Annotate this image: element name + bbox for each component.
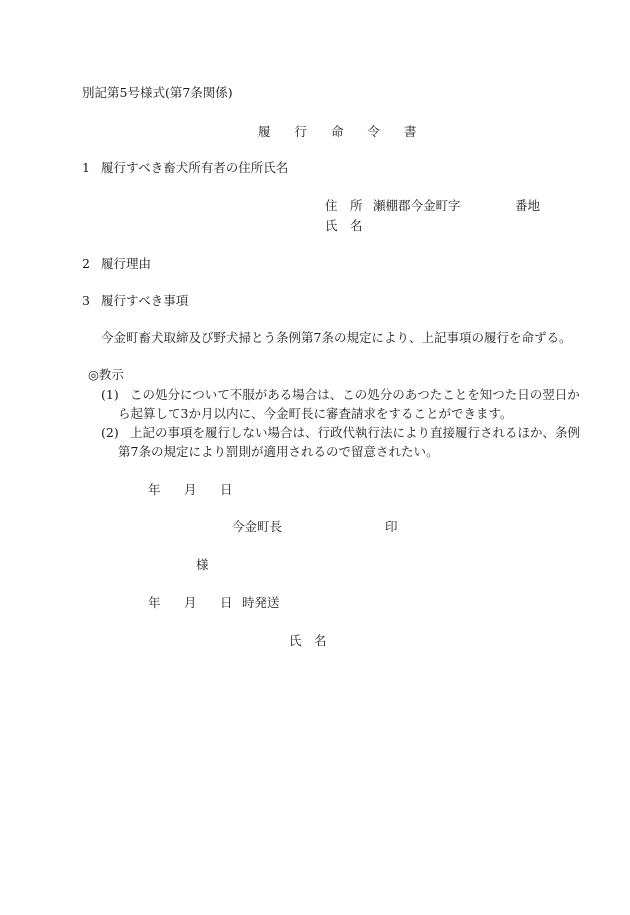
dispatch-month: 月 xyxy=(184,595,197,610)
sender-name-label: 氏 名 xyxy=(289,633,327,648)
form-label: 別記第5号様式(第7条関係) xyxy=(82,85,233,100)
section-3-number: 3 xyxy=(82,293,90,308)
order-body-text: 今金町畜犬取締及び野犬掃とう条例第7条の規定により、上記事項の履行を命ずる。 xyxy=(101,330,572,345)
address-value: 瀬棚郡今金町字 xyxy=(373,198,461,213)
section-1-heading: 履行すべき畜犬所有者の住所氏名 xyxy=(101,160,289,175)
notice-item-1-line-2: ら起算して3か月以内に、今金町長に審査請求をすることができます。 xyxy=(118,406,513,421)
date-year: 年 xyxy=(148,482,161,497)
notice-item-2-line-1: 上記の事項を履行しない場合は、行政代執行法により直接履行されるほか、条例 xyxy=(130,425,581,440)
notice-heading: ◎教示 xyxy=(88,367,124,382)
section-2-heading: 履行理由 xyxy=(101,256,152,271)
seal-mark: 印 xyxy=(385,519,398,534)
notice-item-2-number: (2) xyxy=(101,425,119,440)
date-month: 月 xyxy=(184,482,197,497)
address-suffix: 番地 xyxy=(515,198,541,213)
notice-item-2-line-2: 第7条の規定により罰則が適用されるので留意されたい。 xyxy=(118,444,439,459)
notice-item-1-line-1: この処分について不服がある場合は、この処分のあつたことを知つた日の翌日か xyxy=(130,387,580,402)
section-2-number: 2 xyxy=(82,256,90,271)
dispatch-time-sent: 時発送 xyxy=(242,595,280,610)
section-3-heading: 履行すべき事項 xyxy=(101,293,189,308)
date-day: 日 xyxy=(220,482,233,497)
section-1-number: 1 xyxy=(82,160,90,175)
owner-name-label: 氏 名 xyxy=(325,218,363,233)
dispatch-year: 年 xyxy=(148,595,161,610)
page-title: 履 行 命 令 書 xyxy=(258,124,427,139)
dispatch-day: 日 xyxy=(220,595,233,610)
recipient-honorific: 様 xyxy=(196,557,209,572)
issuer-title: 今金町長 xyxy=(232,519,283,534)
address-label: 住 所 xyxy=(325,198,363,213)
notice-item-1-number: (1) xyxy=(101,387,119,402)
